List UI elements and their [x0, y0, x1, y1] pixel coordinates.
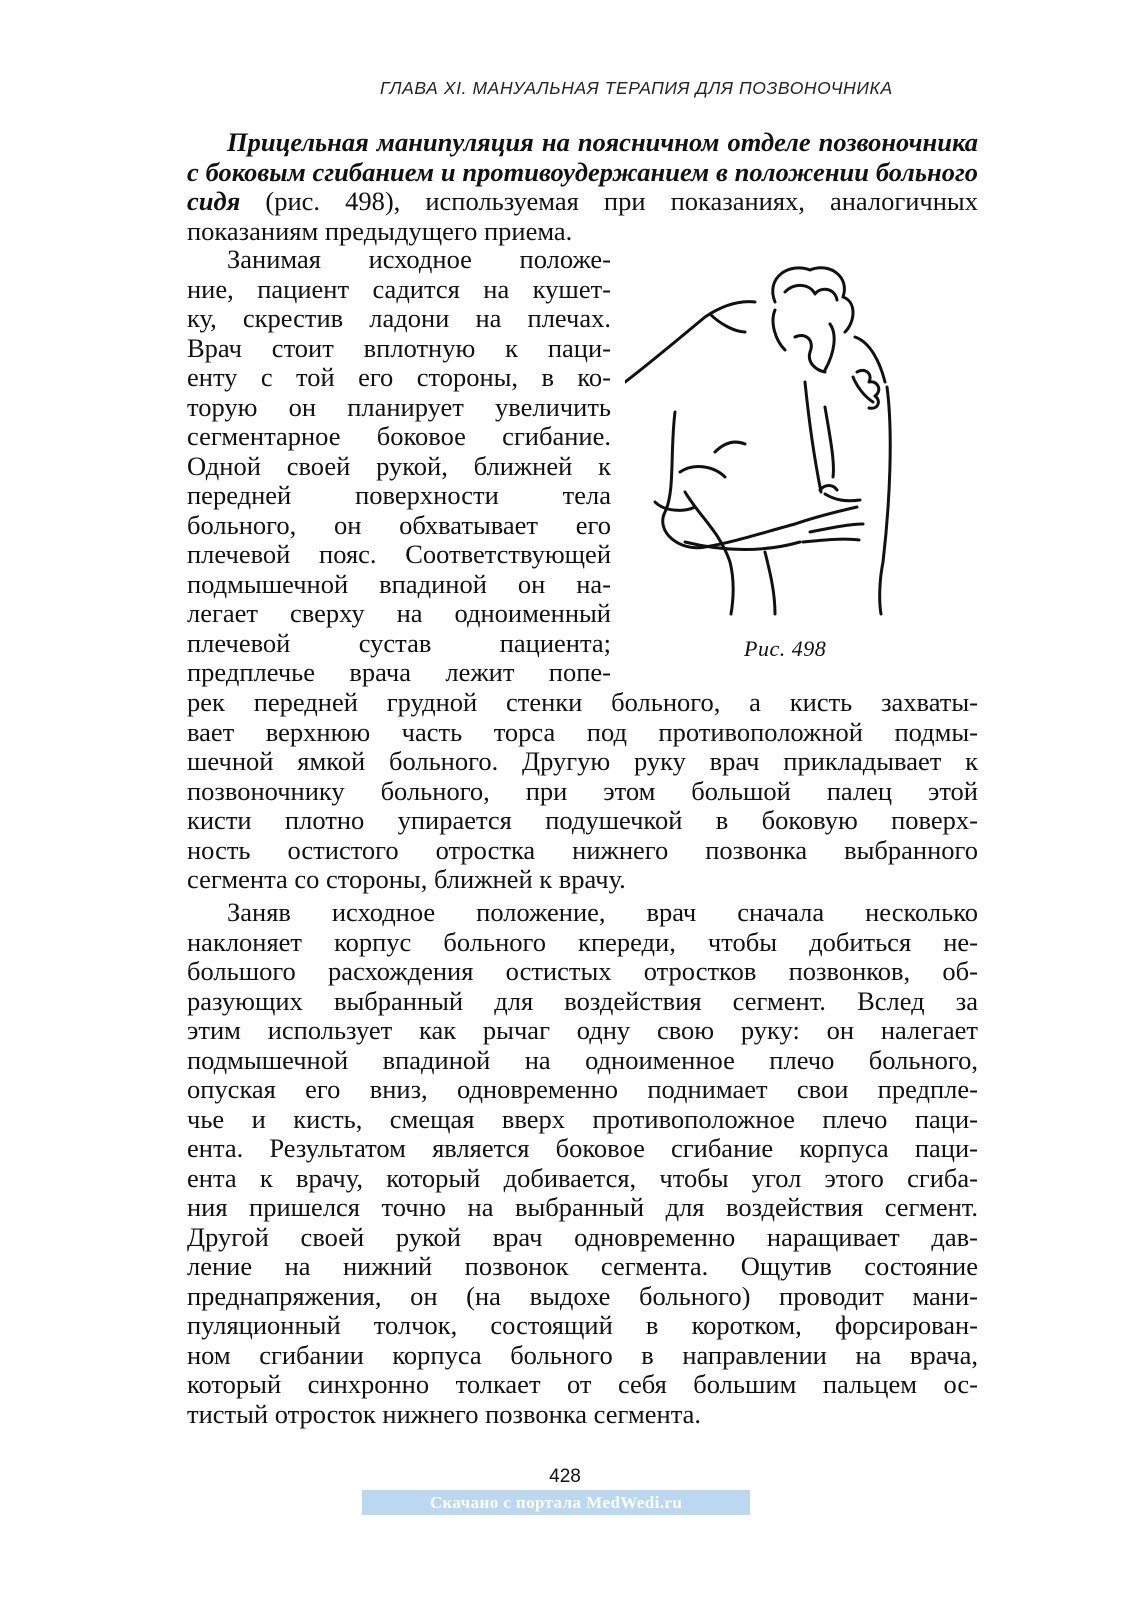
text-line: передней поверхности тела — [187, 480, 611, 510]
text-line: рек передней грудной стенки больного, а кисть захваты- — [187, 687, 978, 717]
paragraph-1-continued — [187, 688, 978, 895]
text-line: ность остистого отростка нижнего позвонка выбранного — [187, 834, 978, 865]
text-line: опуская его вниз, одновременно поднимает свои предпле- — [187, 1074, 978, 1104]
text-line: большого расхождения остистых отростков позвонков, об- — [187, 956, 978, 986]
text-line: сегментарное боковое сгибание. — [187, 421, 611, 451]
text-line: торую он планирует увеличить — [187, 391, 611, 422]
text-line: кисти плотно упирается подушечкой в боковую поверх- — [187, 805, 978, 835]
text-line: подмышечной впадиной он на- — [187, 568, 611, 599]
text-line: Врач стоит вплотную к паци- — [187, 332, 611, 363]
page-number: 428 — [549, 1466, 581, 1487]
text-line: шечной ямкой больного. Другую руку врач прикладывает к — [187, 746, 978, 776]
text-line: больного, он обхватывает его — [187, 509, 611, 540]
technique-title: Прицельная манипуляция на поясничном отделе позвоночника с боковым сгибанием и противоудержанием в положении больного сидя — [187, 127, 978, 216]
text-line: ента к врачу, который добивается, чтобы угол этого сгиба- — [187, 1162, 978, 1193]
text-line: ния пришелся точно на выбранный для воздействия сегмент. — [187, 1192, 978, 1222]
chapter-header: ГЛАВА XI. МАНУАЛЬНАЯ ТЕРАПИЯ ДЛЯ ПОЗВОНОЧНИКА — [380, 78, 893, 98]
text-line: Заняв исходное положение, врач сначала несколько — [227, 897, 978, 927]
lead-paragraph — [187, 128, 978, 246]
text-line: плечевой пояс. Соответствующей — [187, 539, 611, 569]
text-line: легает сверху на одноименный — [187, 598, 611, 628]
text-line: енту с той его стороны, в ко- — [187, 362, 611, 392]
paragraph-1-wrapped — [187, 245, 611, 688]
text-line: чье и кисть, смещая вверх противоположное плечо паци- — [187, 1103, 978, 1134]
text-line: который синхронно толкает от себя большим пальцем ос- — [187, 1369, 978, 1399]
text-line: плечевой сустав пациента; — [187, 627, 611, 658]
text-line: подмышечной впадиной на одноименное плечо больного, — [187, 1044, 978, 1075]
text-line: Занимая исходное положе- — [227, 244, 611, 274]
text-line: ном сгибании корпуса больного в направлении на врача, — [187, 1339, 978, 1370]
text-line: пуляционный толчок, состоящий в коротком, форсирован- — [187, 1310, 978, 1340]
text-line: ние, пациент садится на кушет- — [187, 273, 611, 304]
text-line: ента. Результатом является боковое сгибание корпуса паци- — [187, 1133, 978, 1163]
text-line: сегмента со стороны, ближней к врачу. — [187, 864, 626, 894]
watermark-banner: Скачано с портала MedWedi.ru — [362, 1490, 750, 1515]
text-line: Другой своей рукой врач одновременно наращивает дав- — [187, 1221, 978, 1252]
lead-rest: (рис. 498), используемая при показаниях, аналогичных показаниям предыдущего приема. — [187, 186, 978, 246]
text-line: этим использует как рычаг одну свою руку: он налегает — [187, 1015, 978, 1045]
text-line: преднапряжения, он (на выдохе больного) проводит мани- — [187, 1280, 978, 1311]
text-line: предплечье врача лежит попе- — [187, 657, 611, 687]
text-line: ление на нижний позвонок сегмента. Ощутив состояние — [187, 1251, 978, 1281]
text-line: тистый отросток нижнего позвонка сегмента. — [187, 1398, 702, 1429]
text-line: наклоняет корпус больного кпереди, чтобы добиться не- — [187, 926, 978, 957]
text-line: разующих выбранный для воздействия сегмент. Вслед за — [187, 985, 978, 1016]
paragraph-2 — [187, 898, 978, 1429]
figure-caption: Рис. 498 — [744, 636, 827, 661]
text-line: позвоночнику больного, при этом большой палец этой — [187, 775, 978, 806]
text-line: вает верхнюю часть торса под противоположной подмы- — [187, 716, 978, 747]
figure-498-illustration — [625, 262, 895, 617]
text-line: Одной своей рукой, ближней к — [187, 450, 611, 481]
text-line: ку, скрестив ладони на плечах. — [187, 303, 611, 333]
